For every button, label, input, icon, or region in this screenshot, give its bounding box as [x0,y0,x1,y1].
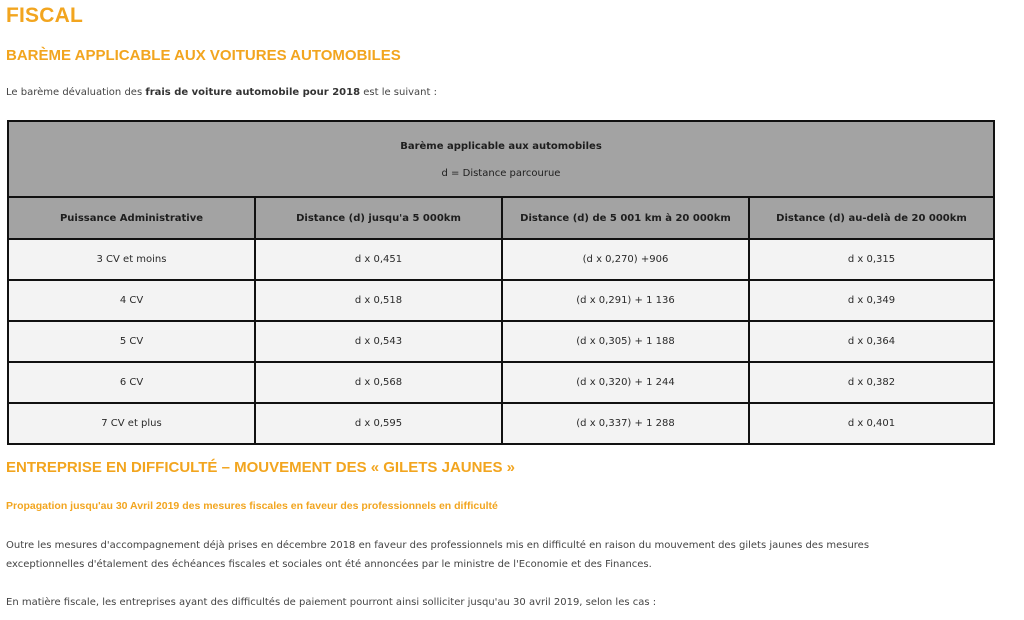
table-caption-subtitle: d = Distance parcourue [441,168,561,179]
table-cell: d x 0,518 [255,280,502,321]
section-title-bareme: BARÈME APPLICABLE AUX VOITURES AUTOMOBILES [6,47,401,64]
column-header: Distance (d) au-delà de 20 000km [749,197,994,239]
intro-text-start: Le barème dévaluation des [6,87,146,98]
table-cell: (d x 0,337) + 1 288 [502,403,749,444]
table-cell: 3 CV et moins [8,239,255,280]
section-subtitle: Propagation jusqu'au 30 Avril 2019 des mesures fiscales en faveur des professionnels en difficulté [6,500,498,512]
table-cell: d x 0,543 [255,321,502,362]
table-cell: d x 0,315 [749,239,994,280]
column-header: Distance (d) jusqu'a 5 000km [255,197,502,239]
intro-text [6,87,437,98]
bareme-table-wrapper [7,120,995,445]
intro-text-end: est le suivant : [360,87,437,98]
table-row [8,239,994,280]
bareme-table [7,120,995,445]
table-row [8,403,994,444]
table-cell: d x 0,364 [749,321,994,362]
paragraph-line: Outre les mesures d'accompagnement déjà prises en décembre 2018 en faveur des professionnels mis en difficulté en raison du mouvement des gilets jaunes des mesures [6,540,870,551]
column-header: Puissance Administrative [8,197,255,239]
table-cell: (d x 0,305) + 1 188 [502,321,749,362]
table-cell: d x 0,451 [255,239,502,280]
column-header: Distance (d) de 5 001 km à 20 000km [502,197,749,239]
table-caption-row [8,121,994,197]
table-cell: (d x 0,291) + 1 136 [502,280,749,321]
page-title: FISCAL [6,4,84,27]
paragraph-matiere-fiscale: En matière fiscale, les entreprises ayant des difficultés de paiement pourront ainsi solliciter jusqu'au 30 avril 2019, selon les cas : [6,597,657,608]
table-row [8,362,994,403]
table-row [8,280,994,321]
table-cell: (d x 0,320) + 1 244 [502,362,749,403]
table-cell: 5 CV [8,321,255,362]
table-cell: d x 0,382 [749,362,994,403]
table-cell: d x 0,595 [255,403,502,444]
table-cell: 6 CV [8,362,255,403]
paragraph-mesures [6,536,1006,574]
table-cell: d x 0,568 [255,362,502,403]
table-cell: d x 0,401 [749,403,994,444]
table-cell: 7 CV et plus [8,403,255,444]
table-header-row [8,197,994,239]
table-caption [8,121,994,197]
table-cell: (d x 0,270) +906 [502,239,749,280]
table-caption-title: Barème applicable aux automobiles [400,141,602,152]
section-title-entreprise: ENTREPRISE EN DIFFICULTÉ – MOUVEMENT DES « GILETS JAUNES » [6,459,515,476]
table-cell: d x 0,349 [749,280,994,321]
paragraph-line: exceptionnelles d'étalement des échéances fiscales et sociales ont été annoncées par le ministre de l'Economie et des Finances. [6,559,652,570]
table-row [8,321,994,362]
table-cell: 4 CV [8,280,255,321]
intro-text-bold: frais de voiture automobile pour 2018 [145,87,361,98]
